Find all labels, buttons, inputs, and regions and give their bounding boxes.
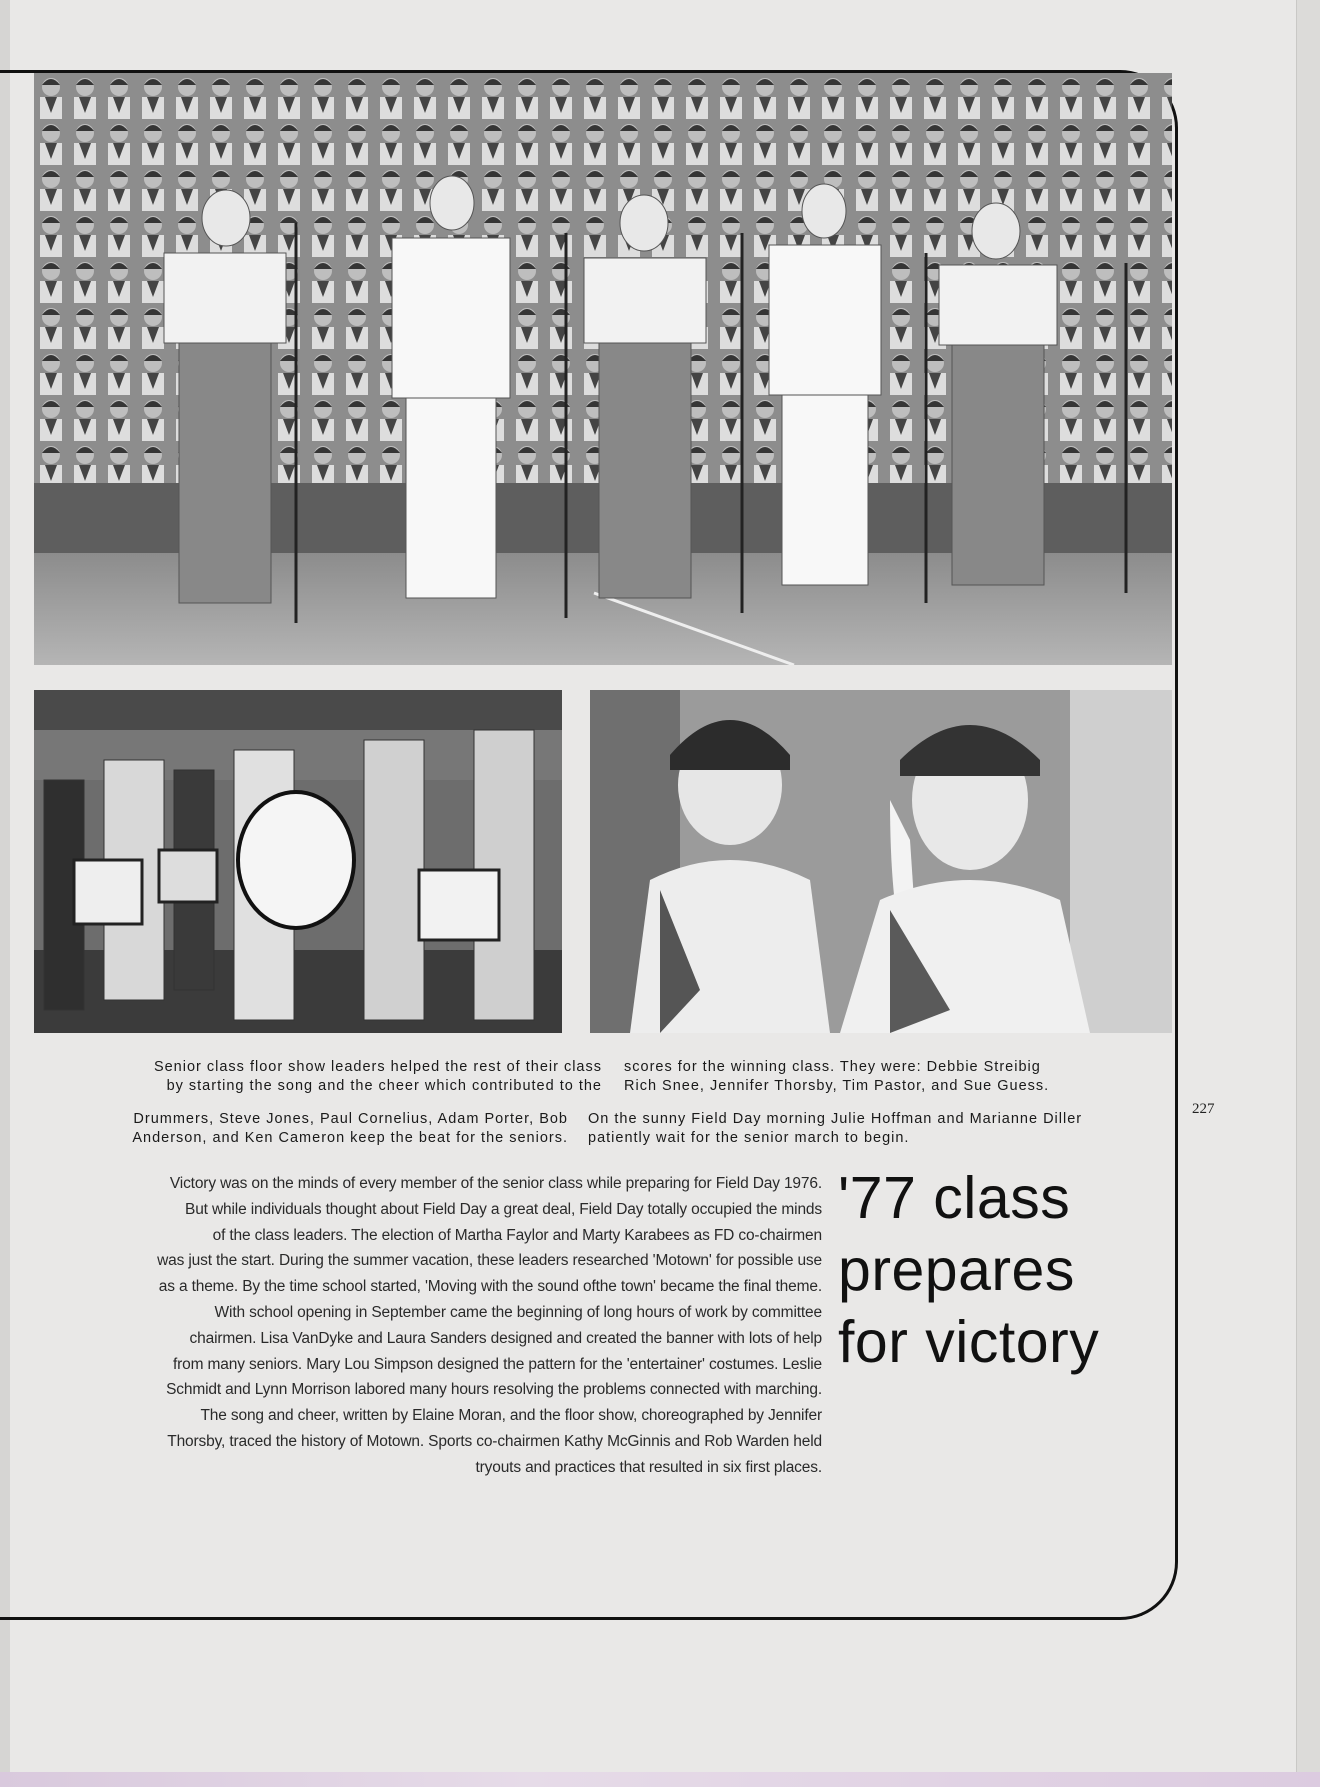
body-line: Schmidt and Lynn Morrison labored many hours resolving the problems connected with marching. [166,1381,822,1399]
caption-field-day [588,1110,1148,1148]
body-line: from many seniors. Mary Lou Simpson designed the pattern for the 'entertainer' costumes. Leslie [172,1355,822,1373]
page-number: 227 [1192,1101,1215,1117]
headline-line: for victory [838,1309,1100,1375]
article-body [30,1171,822,1481]
headline-line: prepares [838,1237,1075,1303]
page-edge-right [1296,0,1320,1787]
body-line: of the class leaders. The election of Martha Faylor and Marty Karabees as FD co-chairmen [212,1226,822,1244]
caption-line: scores for the winning class. They were: Debbie Streibig [624,1059,1041,1075]
floor-show-image [34,73,1172,665]
caption-line: Anderson, and Ken Cameron keep the beat for the seniors. [132,1130,568,1146]
body-line: But while individuals thought about Field Day a great deal, Field Day totally occupied the minds [185,1200,822,1218]
body-line: Thorsby, traced the history of Motown. Sports co-chairmen Kathy McGinnis and Rob Warden held [167,1432,822,1450]
photo-drummers [34,690,562,1033]
article-headline [838,1162,1168,1378]
photo-julie-and-marianne [590,690,1172,1033]
caption-line: Drummers, Steve Jones, Paul Cornelius, Adam Porter, Bob [133,1111,568,1127]
caption-line: patiently wait for the senior march to begin. [588,1130,910,1146]
body-line: as a theme. By the time school started, 'Moving with the sound ofthe town' became the final theme. [158,1278,822,1296]
caption-line: Rich Snee, Jennifer Thorsby, Tim Pastor, and Sue Guess. [624,1078,1050,1094]
body-line: chairmen. Lisa VanDyke and Laura Sanders designed and created the banner with lots of help [189,1329,822,1347]
headline-line: '77 class [838,1165,1071,1231]
body-line: tryouts and practices that resulted in six first places. [475,1458,822,1476]
drummers-image [34,690,562,1033]
caption-floor-show-left [34,1058,602,1096]
caption-drummers [34,1110,568,1148]
caption-floor-show-right [624,1058,1124,1096]
girls-image [590,690,1172,1033]
scan-bottom-strip [0,1772,1320,1787]
body-line: With school opening in September came the beginning of long hours of work by committee [214,1303,822,1321]
body-line: Victory was on the minds of every member of the senior class while preparing for Field Day 1976. [169,1175,822,1192]
caption-line: Senior class floor show leaders helped the rest of their class [153,1059,602,1075]
caption-line: On the sunny Field Day morning Julie Hoffman and Marianne Diller [588,1111,1083,1127]
body-line: The song and cheer, written by Elaine Moran, and the floor show, choreographed by Jennifer [200,1407,822,1425]
photo-senior-floor-show [34,73,1172,665]
body-line: was just the start. During the summer vacation, these leaders researched 'Motown' for possible use [157,1252,822,1270]
caption-line: by starting the song and the cheer which contributed to the [166,1078,602,1094]
